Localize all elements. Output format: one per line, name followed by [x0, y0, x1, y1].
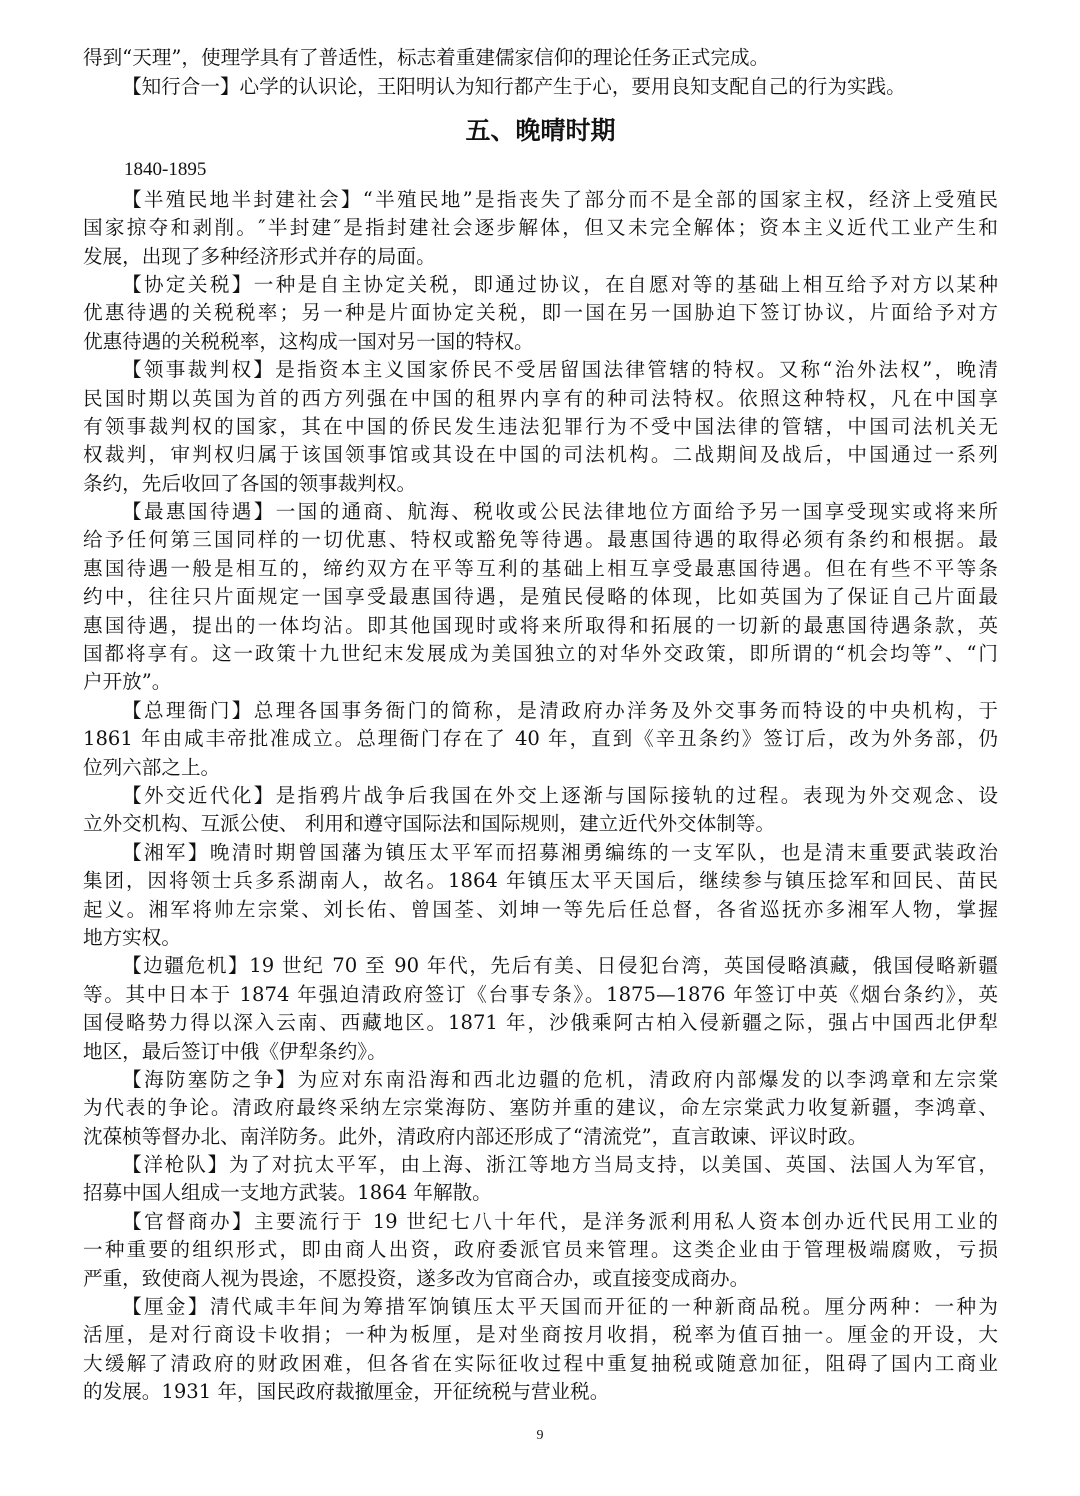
glossary-entry [83, 271, 998, 356]
glossary-entry [83, 1066, 998, 1151]
entry-line: 给予任何第三国同样的一切优惠、特权或豁免等待遇。最惠国待遇的取得必须有条约和根据。最 [83, 528, 998, 552]
entry-line: 【厘金】清代咸丰年间为筹措军饷镇压太平天国而开征的一种新商品税。厘分两种：一种为 [122, 1295, 998, 1319]
entry-line: 起义。湘军将帅左宗棠、刘长佑、曾国荃、刘坤一等先后任总督，各省巡抚亦多湘军人物，掌握 [83, 897, 998, 921]
entry-line: 大缓解了清政府的财政困难，但各省在实际征收过程中重复抽税或随意加征，阻碍了国内工商业 [83, 1351, 998, 1375]
entry-line: 地方实权。 [83, 925, 181, 949]
entry-line: 的发展。1931 年，国民政府裁撤厘金，开征统税与营业税。 [83, 1380, 610, 1404]
intro-line: 得到“天理”，使理学具有了普适性，标志着重建儒家信仰的理论任务正式完成。 [83, 46, 770, 69]
entry-line: 【洋枪队】为了对抗太平军，由上海、浙江等地方当局支持，以美国、英国、法国人为军官， [122, 1153, 998, 1177]
entry-line: 国都将享有。这一政策十九世纪末发展成为美国独立的对华外交政策，即所谓的“机会均等”、“门 [83, 642, 998, 666]
glossary-entry [83, 952, 998, 1066]
entry-line: 权裁判，审判权归属于该国领事馆或其设在中国的司法机构。二战期间及战后，中国通过一系列 [83, 443, 998, 467]
entry-line: 【海防塞防之争】为应对东南沿海和西北边疆的危机，清政府内部爆发的以李鸿章和左宗棠 [122, 1067, 998, 1091]
entry-line: 立外交机构、互派公使、 利用和遵守国际法和国际规则，建立近代外交体制等。 [83, 812, 776, 836]
entry-line: 户开放”。 [83, 670, 172, 694]
glossary-entry [83, 356, 998, 498]
document-page [83, 44, 998, 1407]
period-label: 1840-1895 [124, 158, 207, 180]
entry-line: 【外交近代化】是指鸦片战争后我国在外交上逐渐与国际接轨的过程。表现为外交观念、设 [122, 783, 998, 807]
intro-line-zhixingheyi: 【知行合一】心学的认识论，王阳明认为知行都产生于心，要用良知支配自己的行为实践。 [122, 75, 906, 99]
glossary-entries [83, 186, 998, 1407]
entry-line: 国家掠夺和剥削。″半封建″是指封建社会逐步解体，但又未完全解体；资本主义近代工业产生和 [83, 216, 998, 240]
entry-line: 民国时期以英国为首的西方列强在中国的租界内享有的种司法特权。依照这种特权，凡在中国享 [83, 386, 998, 410]
entry-line: 【领事裁判权】是指资本主义国家侨民不受居留国法律管辖的特权。又称“治外法权”，晚清 [122, 358, 998, 382]
entry-line: 优惠待遇的关税税率，这构成一国对另一国的特权。 [83, 329, 534, 353]
glossary-entry [83, 782, 998, 839]
glossary-entry [83, 498, 998, 697]
entry-line: 位列六部之上。 [83, 755, 221, 779]
entry-line: 惠国待遇，提出的一体均沾。即其他国现时或将来所取得和拓展的一切新的最惠国待遇条款，英 [83, 613, 998, 637]
entry-line: 活厘，是对行商设卡收捐；一种为板厘，是对坐商按月收捐，税率为值百抽一。厘金的开设，大 [83, 1323, 998, 1347]
entry-line: 等。其中日本于 1874 年强迫清政府签订《台事专条》。1875—1876 年签订中英《烟台条约》，英 [83, 982, 998, 1006]
entry-line: 一种重要的组织形式，即由商人出资，政府委派官员来管理。这类企业由于管理极端腐败，亏损 [83, 1238, 998, 1262]
glossary-entry [83, 1208, 998, 1293]
entry-line: 【最惠国待遇】一国的通商、航海、税收或公民法律地位方面给予另一国享受现实或将来所 [122, 500, 998, 524]
entry-line: 集团，因将领士兵多系湖南人，故名。1864 年镇压太平天国后，继续参与镇压捻军和回民、苗民 [83, 869, 998, 893]
entry-line: 惠国待遇一般是相互的，缔约双方在平等互利的基础上相互享受最惠国待遇。但在有些不平等条 [83, 556, 998, 580]
glossary-entry [83, 839, 998, 953]
page-number: 9 [536, 1428, 544, 1443]
entry-line: 1861 年由咸丰帝批准成立。总理衙门存在了 40 年，直到《辛丑条约》签订后，改为外务部，仍 [83, 727, 998, 751]
entry-line: 【半殖民地半封建社会】“半殖民地”是指丧失了部分而不是全部的国家主权，经济上受殖民 [122, 187, 998, 211]
entry-line: 为代表的争论。清政府最终采纳左宗棠海防、塞防并重的建议，命左宗棠武力收复新疆，李鸿章、 [83, 1096, 998, 1120]
entry-line: 【总理衙门】总理各国事务衙门的简称，是清政府办洋务及外交事务而特设的中央机构，于 [122, 698, 998, 722]
entry-line: 严重，致使商人视为畏途，不愿投资，遂多改为官商合办，或直接变成商办。 [83, 1266, 750, 1290]
entry-line: 【湘军】晚清时期曾国藩为镇压太平军而招募湘勇编练的一支军队，也是清末重要武装政治 [122, 840, 998, 864]
section-title: 五、晚晴时期 [465, 115, 616, 145]
entry-line: 优惠待遇的关税税率；另一种是片面协定关税，即一国在另一国胁迫下签订协议，片面给予对方 [83, 301, 998, 325]
entry-line: 招募中国人组成一支地方武装。1864 年解散。 [83, 1181, 492, 1205]
glossary-entry [83, 186, 998, 271]
entry-line: 发展，出现了多种经济形式并存的局面。 [83, 244, 436, 268]
entry-line: 【官督商办】主要流行于 19 世纪七八十年代，是洋务派利用私人资本创办近代民用工业的 [122, 1209, 998, 1233]
entry-line: 【协定关税】一种是自主协定关税，即通过协议，在自愿对等的基础上相互给予对方以某种 [122, 272, 998, 296]
glossary-entry [83, 1293, 998, 1407]
entry-line: 约中，往往只片面规定一国享受最惠国待遇，是殖民侵略的体现，比如英国为了保证自己片面最 [83, 585, 998, 609]
entry-line: 地区，最后签订中俄《伊犁条约》。 [83, 1039, 387, 1063]
entry-line: 国侵略势力得以深入云南、西藏地区。1871 年，沙俄乘阿古柏入侵新疆之际，强占中国西北伊犁 [83, 1011, 998, 1035]
glossary-entry [83, 697, 998, 782]
entry-line: 【边疆危机】19 世纪 70 至 90 年代，先后有美、日侵犯台湾，英国侵略滇藏，俄国侵略新疆 [122, 954, 998, 978]
entry-line: 有领事裁判权的国家，其在中国的侨民发生违法犯罪行为不受中国法律的管辖，中国司法机关无 [83, 414, 998, 438]
glossary-entry [83, 1151, 998, 1208]
entry-line: 条约，先后收回了各国的领事裁判权。 [83, 471, 417, 495]
entry-line: 沈葆桢等督办北、南洋防务。此外，清政府内部还形成了“清流党”，直言敢谏、评议时政。 [83, 1124, 868, 1148]
